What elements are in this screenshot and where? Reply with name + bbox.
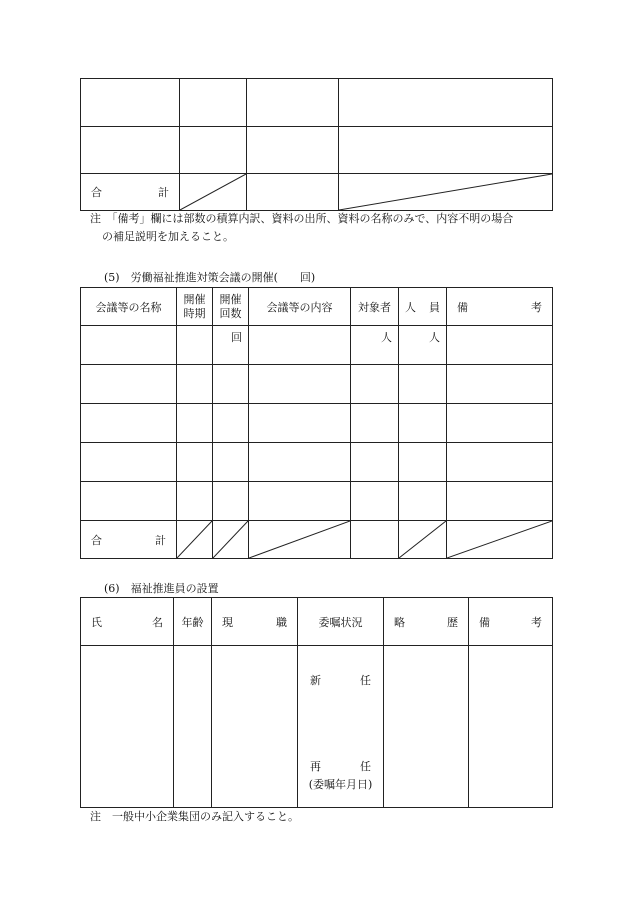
table-cell <box>81 79 180 127</box>
total-label-char: 計 <box>158 186 169 199</box>
table-row <box>81 443 553 482</box>
table-row <box>81 404 553 443</box>
table-cell <box>447 365 553 404</box>
table-cell <box>81 404 177 443</box>
header-text: 名 <box>152 615 163 629</box>
table-cell <box>247 127 339 174</box>
table-row <box>81 646 553 808</box>
header-status: 委嘱状況 <box>298 598 384 646</box>
header-people <box>399 288 447 326</box>
header-text: 員 <box>429 300 440 314</box>
header-count <box>213 288 249 326</box>
table-cell <box>177 365 213 404</box>
header-text: 備 <box>457 300 468 314</box>
status-text: 再 <box>310 760 321 773</box>
header-name <box>81 598 174 646</box>
unit-target: 人 <box>381 331 392 344</box>
header-text: 開催 <box>219 292 242 306</box>
table-cell <box>177 443 213 482</box>
table-cell <box>180 127 247 174</box>
diagonal-cell <box>339 174 553 211</box>
status-cell <box>298 646 384 808</box>
table-cell <box>177 404 213 443</box>
table-cell <box>180 79 247 127</box>
table-row <box>81 79 553 127</box>
table-cell <box>174 646 212 808</box>
header-text: 時期 <box>183 306 206 320</box>
header-target: 対象者 <box>351 288 399 326</box>
table-row <box>81 127 553 174</box>
table-cell <box>351 443 399 482</box>
table-cell <box>249 482 351 521</box>
table-cell <box>81 127 180 174</box>
unit-cell <box>213 326 249 365</box>
header-period <box>177 288 213 326</box>
section-6-heading: (6) 福祉推進員の設置 <box>104 582 219 595</box>
status-new <box>298 672 383 688</box>
table-cell <box>213 365 249 404</box>
table-cell <box>447 443 553 482</box>
unit-cell <box>351 326 399 365</box>
table-row <box>81 365 553 404</box>
table-cell <box>213 482 249 521</box>
table-header-row <box>81 598 553 646</box>
table-cell <box>249 443 351 482</box>
header-text: 略 <box>394 615 405 629</box>
table-cell <box>351 482 399 521</box>
diagonal-cell <box>180 174 247 211</box>
header-text: 現 <box>222 615 233 629</box>
header-text: 職 <box>276 615 287 629</box>
total-label-char: 合 <box>91 533 102 547</box>
header-history <box>384 598 469 646</box>
table-cell <box>247 79 339 127</box>
unit-people: 人 <box>429 331 440 344</box>
note-1-line-1: 注 「備考」欄には部数の積算内訳、資料の出所、資料の名称のみで、内容不明の場合 <box>90 212 514 225</box>
table-cell <box>249 365 351 404</box>
total-row <box>81 521 553 559</box>
table-cell <box>384 646 469 808</box>
table-row <box>81 482 553 521</box>
table-header-row <box>81 288 553 326</box>
note-1-line-2: の補足説明を加えること。 <box>102 230 234 243</box>
table-row <box>81 326 553 365</box>
table-cell <box>339 79 553 127</box>
table-cell <box>447 482 553 521</box>
header-text: 歴 <box>447 615 458 629</box>
section-5-heading: (5) 労働福祉推進対策会議の開催( 回) <box>104 271 316 284</box>
total-row <box>81 174 553 211</box>
table-cell <box>351 404 399 443</box>
header-remarks <box>447 288 553 326</box>
table-cell <box>212 646 298 808</box>
header-remarks <box>469 598 553 646</box>
top-table <box>80 78 553 211</box>
status-commission-date: (委嘱年月日) <box>308 778 373 791</box>
table-cell <box>339 127 553 174</box>
table-cell <box>213 443 249 482</box>
table-cell <box>399 443 447 482</box>
header-content: 会議等の内容 <box>249 288 351 326</box>
table-cell <box>469 646 553 808</box>
status-text: 任 <box>360 674 371 687</box>
table-cell <box>399 365 447 404</box>
unit-cell <box>399 326 447 365</box>
total-label-char: 計 <box>155 533 166 547</box>
meeting-table <box>80 287 553 559</box>
header-text: 開催 <box>183 292 206 306</box>
diagonal-cell <box>249 521 351 559</box>
table-cell <box>351 521 399 559</box>
header-age: 年齢 <box>174 598 212 646</box>
note-2: 注 一般中小企業集団のみ記入すること。 <box>90 810 299 823</box>
status-reappointed <box>298 758 383 774</box>
header-text: 回数 <box>219 306 242 320</box>
unit-count: 回 <box>231 331 242 344</box>
table-cell <box>177 326 213 365</box>
table-cell <box>399 482 447 521</box>
table-cell <box>399 404 447 443</box>
header-job <box>212 598 298 646</box>
table-cell <box>213 404 249 443</box>
header-meeting-name: 会議等の名称 <box>81 288 177 326</box>
table-cell <box>81 365 177 404</box>
table-cell <box>81 326 177 365</box>
total-label-cell <box>81 521 177 559</box>
table-cell <box>249 326 351 365</box>
diagonal-cell <box>177 521 213 559</box>
status-text: 任 <box>360 760 371 773</box>
table-cell <box>249 404 351 443</box>
table-cell <box>351 365 399 404</box>
header-text: 人 <box>405 300 416 314</box>
table-cell <box>81 443 177 482</box>
table-cell <box>177 482 213 521</box>
table-cell <box>447 404 553 443</box>
status-text: 新 <box>310 674 321 687</box>
diagonal-cell <box>447 521 553 559</box>
header-text: 備 <box>479 615 490 629</box>
table-cell <box>81 482 177 521</box>
header-text: 氏 <box>91 615 102 629</box>
header-text: 考 <box>531 300 542 314</box>
table-cell <box>81 646 174 808</box>
header-text: 考 <box>531 615 542 629</box>
total-label-cell <box>81 174 180 211</box>
table-cell <box>247 174 339 211</box>
promoter-table <box>80 597 553 808</box>
diagonal-cell <box>399 521 447 559</box>
diagonal-cell <box>213 521 249 559</box>
note-1 <box>90 210 560 246</box>
total-label-char: 合 <box>91 186 102 199</box>
table-cell <box>447 326 553 365</box>
